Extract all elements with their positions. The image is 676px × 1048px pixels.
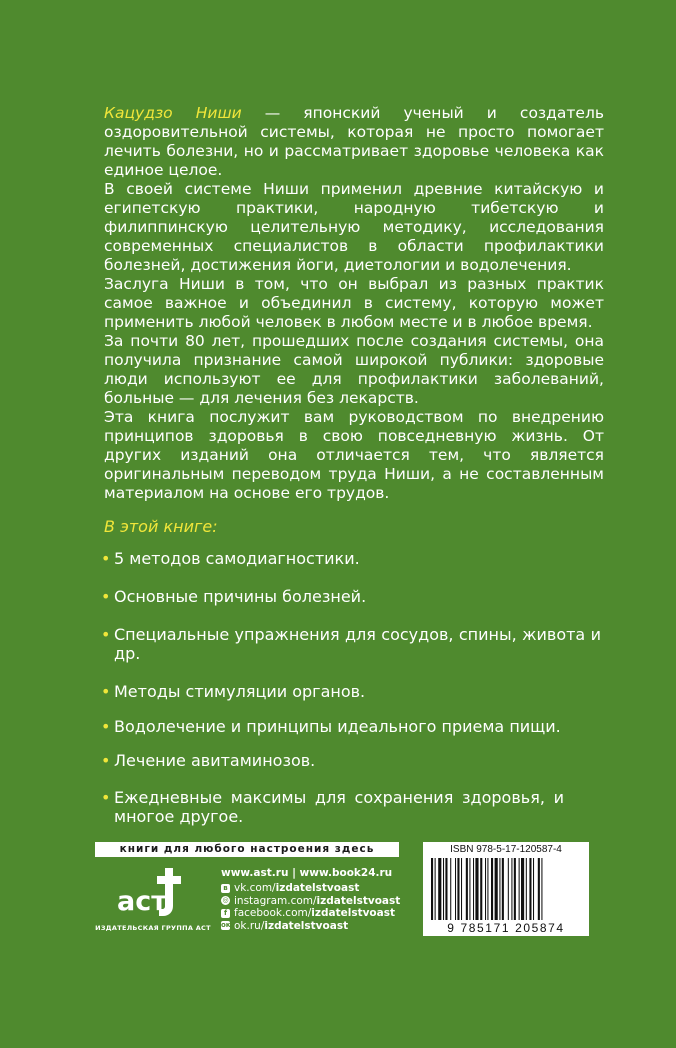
barcode-digits: 9 785171 205874	[447, 921, 565, 935]
bullet-icon: •	[101, 682, 111, 701]
intro-paragraph-4: За почти 80 лет, прошедших после создания системы, она получила признание самой широкой публики: здоровые люди используют ее для профилактики заболеваний, больные — для лечения без лекарств.	[104, 332, 604, 407]
bullet-icon: •	[101, 549, 111, 568]
feature-item: • Лечение авитаминозов.	[101, 751, 316, 770]
social-link-facebook[interactable]: f facebook.com/ izdatelstvoast	[221, 907, 400, 920]
ok-icon: ок	[221, 921, 231, 930]
feature-item: • 5 методов самодиагностики.	[101, 549, 360, 568]
isbn-number: ISBN 978-5-17-120587-4	[450, 844, 562, 855]
intro-paragraph-5: Эта книга послужит вам руководством по внедрению принципов здоровья в свою повседневную жизнь. От других изданий она отличается тем, что является оригинальным переводом труда Ниши, а не составленным материалом на основе его трудов.	[104, 408, 604, 502]
intro-paragraph-1	[104, 104, 604, 180]
publisher-name: ИЗДАТЕЛЬСКАЯ ГРУППА АСТ	[95, 924, 211, 932]
book-description	[104, 104, 604, 503]
instagram-icon: ◎	[222, 896, 229, 905]
social-link-ok[interactable]: ок ok.ru/ izdatelstvoast	[221, 919, 349, 932]
feature-item: • Водолечение и принципы идеального приема пищи.	[101, 717, 561, 736]
facebook-icon: f	[221, 909, 230, 918]
intro-paragraph-2: В своей системе Ниши применил древние китайскую и египетскую практики, народную тибетскую и филиппинскую целительную методику, исследования современных специалистов в области профилактики болезней, достижения йоги, диетологии и водолечения.	[104, 180, 604, 274]
bullet-icon: •	[101, 717, 111, 736]
social-link-vk[interactable]: в vk.com/ izdatelstvoast	[221, 882, 400, 895]
publisher-tagline: книги для любого настроения здесь	[95, 842, 399, 857]
vk-icon: в	[221, 884, 230, 893]
bullet-icon: •	[101, 751, 111, 770]
social-link-instagram[interactable]: ◎ instagram.com/ izdatelstvoast	[222, 894, 401, 907]
intro-paragraph-3: Заслуга Ниши в том, что он выбрал из разных практик самое важное и объединил в систему, которую может применить любой человек в любом месте и в любое время.	[104, 275, 604, 331]
intro-paragraph-1-text: — японский ученый и создатель оздоровительной системы, которая не просто помогает лечить болезни, но и рассматривает здоровье человека как единое целое.	[104, 104, 604, 179]
isbn-barcode-block	[423, 842, 589, 936]
feature-item: • Методы стимуляции органов.	[101, 682, 366, 701]
bullet-icon: •	[101, 788, 111, 807]
barcode-icon	[429, 858, 583, 920]
feature-item: • Основные причины болезней.	[101, 587, 367, 606]
publisher-websites[interactable]: www.ast.ru | www.book24.ru	[221, 867, 393, 879]
bullet-icon: •	[101, 625, 111, 644]
bullet-icon: •	[101, 587, 111, 606]
ast-logo-icon	[113, 866, 193, 918]
logo-text: aст	[117, 886, 167, 917]
social-links	[221, 882, 400, 932]
feature-item: • Ежедневные максимы для сохранения здоровья, и многое другое.	[101, 788, 564, 826]
author-name: Кацудзо Ниши	[104, 104, 242, 122]
feature-item: • Специальные упражнения для сосудов, спины, живота и др.	[101, 625, 601, 663]
in-book-heading: В этой книге:	[104, 517, 218, 536]
